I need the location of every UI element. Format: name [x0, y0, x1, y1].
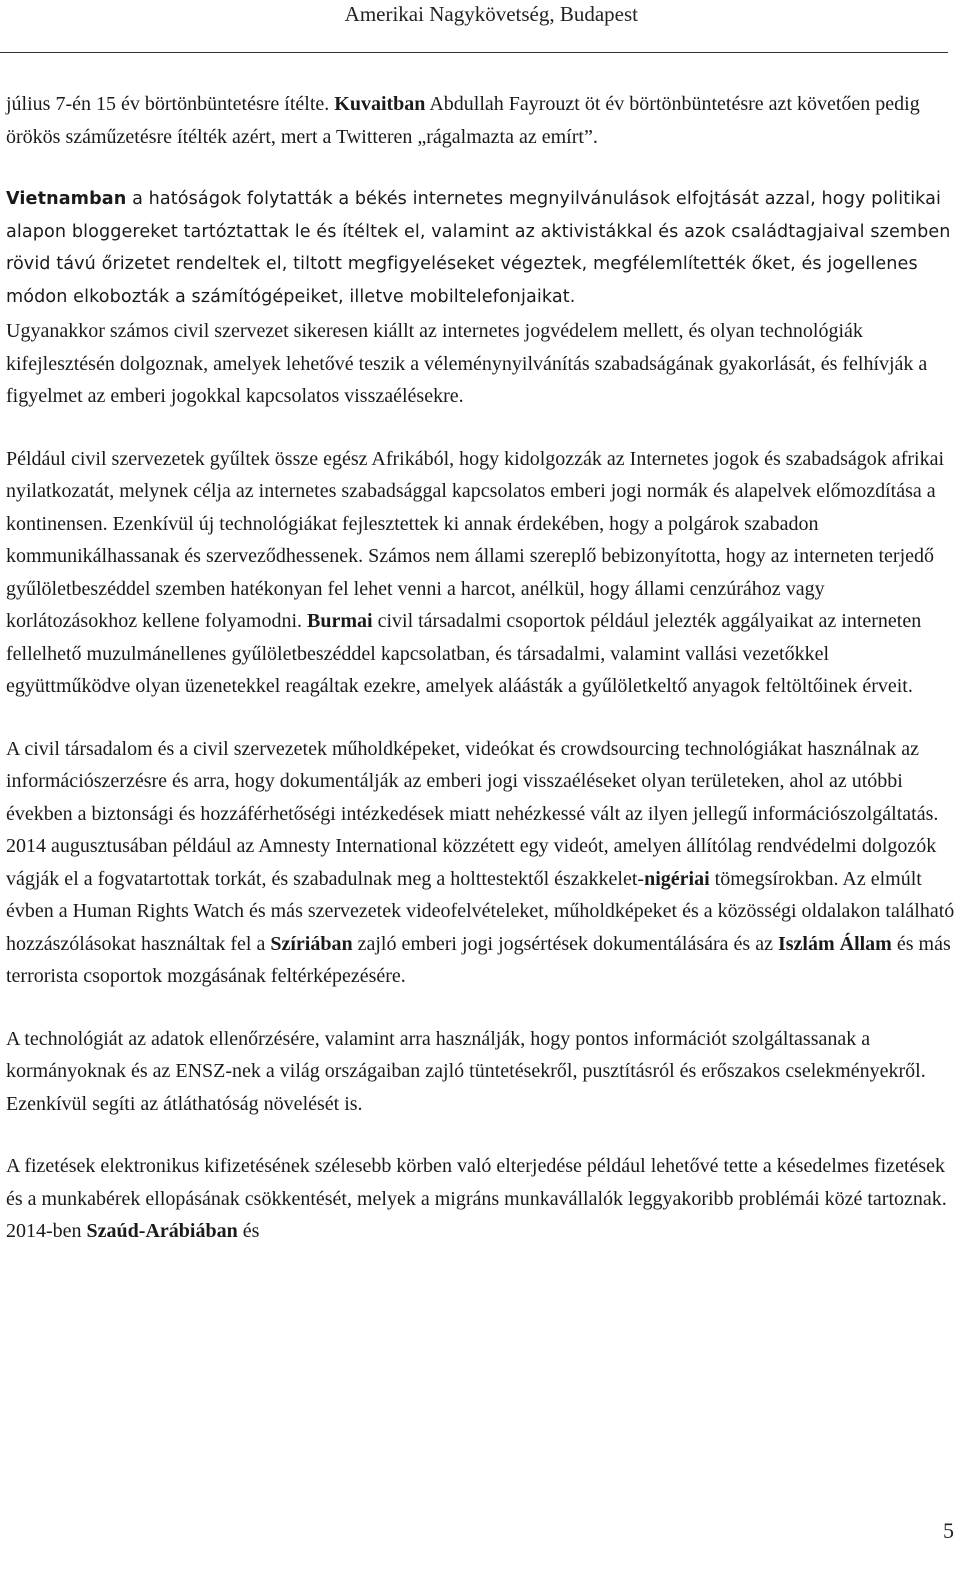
- text-run: tömegsírokban. Az elmúlt évben a Human Rights Watch és más szervezetek videofelvételeket, műholdképeket és a közösségi oldalakon található hozzászólásokat használtak fel a: [6, 867, 955, 955]
- text-run: Ugyanakkor számos civil szervezet sikeresen kiállt az internetes jogvédelem mellett, és olyan technológiák kifejlesztésén dolgoznak, amelyek lehetővé teszik a véleménynyilvánítás szabadságának gyakorlását, és felhívják a figyelmet az emberi jogokkal kapcsolatos visszaélésekre.: [6, 320, 928, 407]
- page-number: 5: [943, 1518, 954, 1543]
- text-run: civil társadalmi csoportok például jelezték aggályaikat az interneten fellelhető muzulmánellenes gyűlöletbeszéddel kapcsolatban, és társadalmi, valamint vallási vezetőkkel együttműködve olyan üzenetekkel reagáltak ezekre, amelyek aláásták a gyűlöletkeltő anyagok feltöltőinek érveit.: [6, 610, 922, 697]
- country-name: Kuvaitban: [334, 93, 426, 115]
- header-title: Amerikai Nagykövetség, Budapest: [344, 2, 638, 26]
- text-run: a hatóságok folytatták a békés internetes megnyilvánulások elfojtását azzal, hogy politikai alapon bloggereket tartóztattak le és ítéltek el, valamint az aktivistákkal és azok családtagjaival szemben rövid távú őrizetet rendeltek el, tiltott megfigyeléseket végeztek, megfélemlítették őket, és jogellenes módon elkobozták a számítógépeiket, illetve mobiltelefonjaikat.: [6, 189, 951, 307]
- paragraph: [6, 88, 958, 153]
- page-header: [0, 0, 948, 53]
- text-run: Például civil szervezetek gyűltek össze egész Afrikából, hogy kidolgozzák az Internetes jogok és szabadságok afrikai nyilatkozatát, melynek célja az internetes szabadsággal kapcsolatos emberi jogi normák és alapelvek előmozdítása a kontinensen. Ezenkívül új technológiákat fejlesztettek ki annak érdekében, hogy a polgárok szabadon kommunikálhassanak és szerveződhessenek. Számos nem állami szereplő bebizonyította, hogy az interneten terjedő gyűlöletbeszéddel szemben hatékonyan fel lehet venni a harcot, anélkül, hogy állami cenzúrához vagy korlátozásokhoz kellene folyamodni.: [6, 447, 944, 632]
- organization-name: Iszlám Állam: [777, 932, 892, 955]
- paragraph: [6, 315, 958, 413]
- text-run: Abdullah Fayrouzt öt év börtönbüntetésre azt követően pedig örökös száműzetésre ítélték azért, mert a Twitteren „rágalmazta az emírt”.: [6, 93, 920, 148]
- text-run: A civil társadalom és a civil szervezetek műholdképeket, videókat és crowdsourcing technológiákat használnak az információszerzésre és arra, hogy dokumentálják az emberi jogi visszaéléseket olyan területeken, ahol az utóbbi években a biztonsági és hozzáférhetőségi intézkedések miatt nehézkessé vált az ilyen jellegű információszolgáltatás. 2014 augusztusában például az Amnesty International közzétett egy videót, amelyen állítólag rendvédelmi dolgozók vágják el a fogvatartottak torkát, és szabadulnak meg a holttestektől északkelet-: [6, 737, 939, 890]
- text-run: július 7-én 15 év börtönbüntetésre ítélte.: [6, 93, 335, 115]
- country-name: Szaúd-Arábiában: [86, 1220, 238, 1242]
- text-run: zajló emberi jogi jogsértések dokumentálására és az: [352, 932, 778, 955]
- country-name: Szíriában: [270, 932, 353, 955]
- country-name: nigériai: [644, 867, 710, 890]
- text-run: és más terrorista csoportok mozgásának feltérképezésére.: [6, 932, 951, 987]
- paragraph: [6, 183, 958, 313]
- country-name: Vietnamban: [6, 189, 127, 209]
- text-run: A technológiát az adatok ellenőrzésére, valamint arra használják, hogy pontos információt szolgáltassanak a kormányoknak és az ENSZ-nek a világ országaiban zajló tüntetésekről, pusztításról és erőszakos cselekményekről. Ezenkívül segíti az átláthatóság növelését is.: [6, 1027, 926, 1115]
- text-run: A fizetések elektronikus kifizetésének szélesebb körben való elterjedése például lehetővé tette a késedelmes fizetések és a munkabérek ellopásának csökkentését, melyek a migráns munkavállalók leggyakoribb problémái közé tartoznak. 2014-ben: [6, 1155, 947, 1242]
- paragraph: [6, 443, 958, 703]
- document-body: [6, 88, 958, 1248]
- paragraph: [6, 1023, 958, 1121]
- paragraph: [6, 1150, 958, 1248]
- country-name: Burmai: [307, 610, 373, 632]
- text-run: és: [237, 1220, 260, 1242]
- paragraph: [6, 733, 958, 993]
